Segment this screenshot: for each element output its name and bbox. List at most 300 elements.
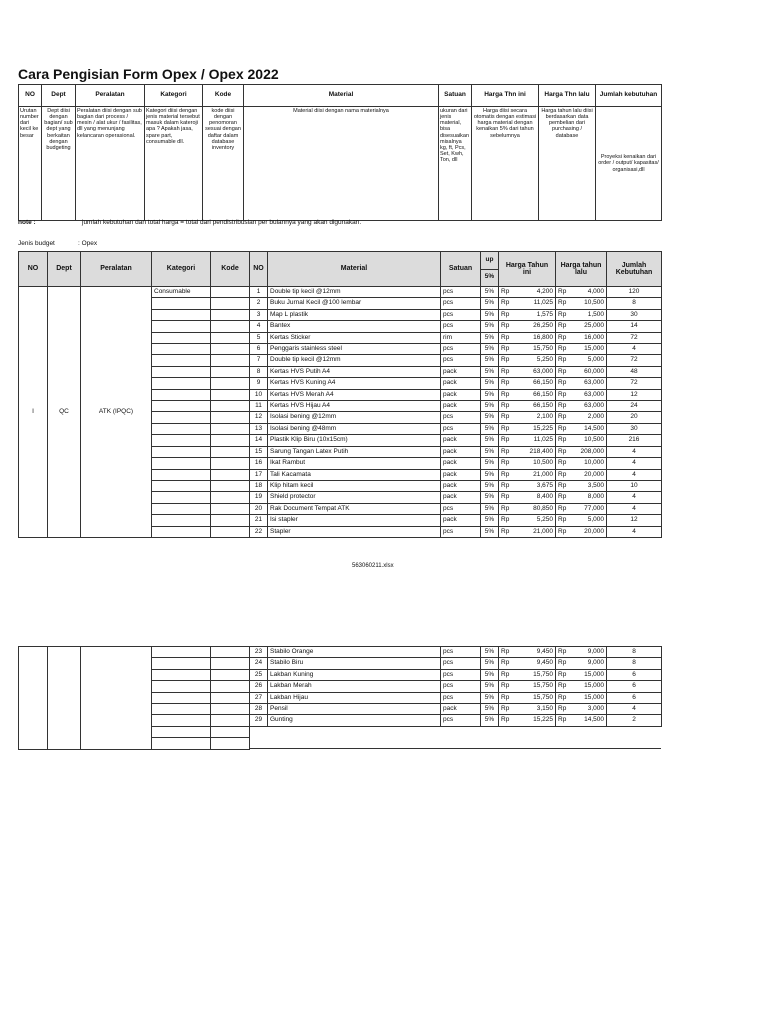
guide-header-cell: Harga Thn ini bbox=[472, 85, 539, 107]
material-name: Kertas HVS Hijau A4 bbox=[268, 401, 441, 412]
item-no: 16 bbox=[250, 458, 268, 469]
table-row bbox=[19, 647, 662, 658]
kode-cell bbox=[211, 401, 250, 412]
currency-label: Rp bbox=[501, 322, 510, 330]
up-cell: 5% bbox=[481, 366, 499, 377]
kode-cell bbox=[211, 658, 250, 669]
satuan-cell: pcs bbox=[441, 321, 481, 332]
item-no: 12 bbox=[250, 412, 268, 423]
currency-label: Rp bbox=[558, 322, 567, 330]
kode-cell bbox=[211, 469, 250, 480]
material-name: Plastik Klip Biru (10x15cm) bbox=[268, 435, 441, 446]
kode-cell bbox=[211, 726, 250, 737]
header-kategori: Kategori bbox=[152, 252, 211, 287]
item-no: 10 bbox=[250, 389, 268, 400]
kode-cell bbox=[211, 704, 250, 715]
group-dept bbox=[48, 647, 81, 750]
price-value: 77,000 bbox=[584, 504, 604, 512]
up-cell: 5% bbox=[481, 503, 499, 514]
harga-ini-cell bbox=[499, 692, 556, 703]
header-up-pct: 5% bbox=[481, 269, 499, 287]
satuan-cell: pack bbox=[441, 704, 481, 715]
guide-desc-no: Urutan number dari kecil ke besar bbox=[19, 107, 42, 221]
harga-lalu-cell bbox=[556, 503, 607, 514]
guide-desc-harga-ini: Harga diisi secara otomatis dengan estimasi harga material dengan kenaikan 5% dari tahun sebelumnya bbox=[472, 107, 539, 221]
currency-label: Rp bbox=[501, 356, 510, 364]
up-cell: 5% bbox=[481, 715, 499, 726]
budget-value: : Opex bbox=[78, 240, 98, 247]
price-value: 10,000 bbox=[584, 459, 604, 467]
page-title: Cara Pengisian Form Opex / Opex 2022 bbox=[18, 66, 279, 82]
harga-ini-cell bbox=[499, 389, 556, 400]
satuan-cell: pack bbox=[441, 401, 481, 412]
currency-label: Rp bbox=[558, 288, 567, 295]
table-row bbox=[19, 287, 662, 298]
kode-cell bbox=[211, 681, 250, 692]
price-value: 8,000 bbox=[587, 493, 604, 501]
satuan-cell: pack bbox=[441, 469, 481, 480]
currency-label: Rp bbox=[501, 424, 510, 432]
kode-cell bbox=[211, 492, 250, 503]
harga-ini-cell bbox=[499, 423, 556, 434]
harga-ini-cell bbox=[499, 321, 556, 332]
harga-ini-cell bbox=[499, 469, 556, 480]
price-value: 15,225 bbox=[533, 716, 553, 724]
jumlah-cell: 4 bbox=[607, 469, 662, 480]
currency-label: Rp bbox=[501, 705, 510, 713]
price-value: 8,400 bbox=[536, 493, 553, 501]
harga-lalu-cell bbox=[556, 401, 607, 412]
harga-lalu-cell bbox=[556, 458, 607, 469]
kategori-cell bbox=[152, 321, 211, 332]
item-no: 19 bbox=[250, 492, 268, 503]
harga-lalu-cell bbox=[556, 469, 607, 480]
up-cell: 5% bbox=[481, 332, 499, 343]
harga-lalu-cell bbox=[556, 526, 607, 537]
header-satuan: Satuan bbox=[441, 252, 481, 287]
harga-ini-cell bbox=[499, 658, 556, 669]
jumlah-cell: 216 bbox=[607, 435, 662, 446]
currency-label: Rp bbox=[501, 670, 510, 678]
harga-lalu-cell bbox=[556, 515, 607, 526]
item-no: 13 bbox=[250, 423, 268, 434]
currency-label: Rp bbox=[558, 527, 567, 535]
material-name: Pensil bbox=[268, 704, 441, 715]
kategori-cell bbox=[152, 366, 211, 377]
currency-label: Rp bbox=[558, 659, 567, 667]
guide-desc-peralatan: Peralatan diisi dengan sub bagian dari process / mesin / alat ukur / fasilitas, dll yang menunjang kelancaran operasional. bbox=[76, 107, 145, 221]
up-cell: 5% bbox=[481, 298, 499, 309]
harga-lalu-cell bbox=[556, 389, 607, 400]
harga-lalu-cell bbox=[556, 298, 607, 309]
harga-ini-cell bbox=[499, 355, 556, 366]
satuan-cell: pack bbox=[441, 366, 481, 377]
material-name: Kertas HVS Putih A4 bbox=[268, 366, 441, 377]
up-cell: 5% bbox=[481, 669, 499, 680]
note-text: jumlah kebutuhan dan total harga = total dari pendistribusian per bulannya yang akan digunakan. bbox=[82, 219, 362, 226]
jumlah-cell: 72 bbox=[607, 378, 662, 389]
satuan-cell: pcs bbox=[441, 344, 481, 355]
currency-label: Rp bbox=[501, 367, 510, 375]
kode-cell bbox=[211, 389, 250, 400]
harga-ini-cell bbox=[499, 287, 556, 298]
up-cell: 5% bbox=[481, 355, 499, 366]
material-name: Sarung Tangan Latex Putih bbox=[268, 446, 441, 457]
kategori-cell bbox=[152, 401, 211, 412]
price-value: 9,000 bbox=[587, 648, 604, 655]
price-value: 4,000 bbox=[587, 288, 604, 295]
item-no: 15 bbox=[250, 446, 268, 457]
price-value: 9,450 bbox=[536, 648, 553, 655]
note-label: note : bbox=[18, 219, 36, 226]
harga-ini-cell bbox=[499, 480, 556, 491]
jumlah-cell: 30 bbox=[607, 309, 662, 320]
jumlah-cell: 2 bbox=[607, 715, 662, 726]
currency-label: Rp bbox=[558, 367, 567, 375]
price-value: 15,000 bbox=[584, 682, 604, 690]
price-value: 2,000 bbox=[587, 413, 604, 421]
material-name: Gunting bbox=[268, 715, 441, 726]
price-value: 16,800 bbox=[533, 333, 553, 341]
harga-lalu-cell bbox=[556, 492, 607, 503]
currency-label: Rp bbox=[558, 504, 567, 512]
kategori-cell bbox=[152, 389, 211, 400]
jumlah-cell: 24 bbox=[607, 401, 662, 412]
harga-lalu-cell bbox=[556, 681, 607, 692]
currency-label: Rp bbox=[501, 436, 510, 444]
currency-label: Rp bbox=[501, 310, 510, 318]
kategori-cell bbox=[152, 726, 211, 737]
currency-label: Rp bbox=[558, 682, 567, 690]
price-value: 15,750 bbox=[533, 670, 553, 678]
material-name: Stapler bbox=[268, 526, 441, 537]
jumlah-cell: 48 bbox=[607, 366, 662, 377]
kode-cell bbox=[211, 503, 250, 514]
guide-header-cell: Jumlah kebutuhan bbox=[596, 85, 662, 107]
item-no: 18 bbox=[250, 480, 268, 491]
harga-lalu-cell bbox=[556, 287, 607, 298]
up-cell: 5% bbox=[481, 389, 499, 400]
item-no: 14 bbox=[250, 435, 268, 446]
satuan-cell: pack bbox=[441, 515, 481, 526]
up-cell: 5% bbox=[481, 492, 499, 503]
satuan-cell: pack bbox=[441, 446, 481, 457]
jumlah-cell: 4 bbox=[607, 704, 662, 715]
opex-body bbox=[19, 287, 662, 538]
group-no bbox=[19, 647, 48, 750]
price-value: 11,025 bbox=[533, 436, 553, 444]
item-no: 24 bbox=[250, 658, 268, 669]
kode-cell bbox=[211, 287, 250, 298]
currency-label: Rp bbox=[501, 299, 510, 307]
harga-lalu-cell bbox=[556, 344, 607, 355]
guide-header-cell: Material bbox=[244, 85, 439, 107]
price-value: 15,000 bbox=[584, 693, 604, 701]
material-name: Rak Document Tempat ATK bbox=[268, 503, 441, 514]
jumlah-cell: 12 bbox=[607, 389, 662, 400]
price-value: 66,150 bbox=[533, 379, 553, 387]
satuan-cell: pcs bbox=[441, 309, 481, 320]
up-cell: 5% bbox=[481, 692, 499, 703]
jumlah-cell: 6 bbox=[607, 681, 662, 692]
satuan-cell: pcs bbox=[441, 298, 481, 309]
up-cell: 5% bbox=[481, 480, 499, 491]
price-value: 3,500 bbox=[587, 481, 604, 489]
up-cell: 5% bbox=[481, 446, 499, 457]
harga-lalu-cell bbox=[556, 355, 607, 366]
price-value: 66,150 bbox=[533, 390, 553, 398]
price-value: 3,000 bbox=[587, 705, 604, 713]
harga-lalu-cell bbox=[556, 692, 607, 703]
currency-label: Rp bbox=[558, 705, 567, 713]
currency-label: Rp bbox=[558, 670, 567, 678]
harga-ini-cell bbox=[499, 704, 556, 715]
item-no: 6 bbox=[250, 344, 268, 355]
header-peralatan: Peralatan bbox=[81, 252, 152, 287]
currency-label: Rp bbox=[501, 390, 510, 398]
price-value: 14,500 bbox=[584, 424, 604, 432]
price-value: 10,500 bbox=[533, 459, 553, 467]
satuan-cell: pcs bbox=[441, 412, 481, 423]
guide-header-cell: Satuan bbox=[439, 85, 472, 107]
up-cell: 5% bbox=[481, 309, 499, 320]
price-value: 2,100 bbox=[536, 413, 553, 421]
kategori-cell bbox=[152, 715, 211, 726]
guide-description-row bbox=[19, 107, 662, 221]
harga-ini-cell bbox=[499, 503, 556, 514]
jumlah-cell: 6 bbox=[607, 669, 662, 680]
kode-cell bbox=[211, 298, 250, 309]
item-no: 17 bbox=[250, 469, 268, 480]
item-no: 4 bbox=[250, 321, 268, 332]
jumlah-cell: 6 bbox=[607, 692, 662, 703]
group-no: I bbox=[19, 287, 48, 538]
kategori-cell bbox=[152, 412, 211, 423]
currency-label: Rp bbox=[501, 470, 510, 478]
satuan-cell: pack bbox=[441, 458, 481, 469]
material-name: Ikat Rambut bbox=[268, 458, 441, 469]
up-cell: 5% bbox=[481, 287, 499, 298]
item-no: 28 bbox=[250, 704, 268, 715]
price-value: 5,250 bbox=[536, 516, 553, 524]
material-name: Bantex bbox=[268, 321, 441, 332]
currency-label: Rp bbox=[501, 516, 510, 524]
item-no: 20 bbox=[250, 503, 268, 514]
currency-label: Rp bbox=[501, 682, 510, 690]
price-value: 14,500 bbox=[584, 716, 604, 724]
kategori-cell bbox=[152, 658, 211, 669]
material-name: Stabilo Orange bbox=[268, 647, 441, 658]
item-no: 27 bbox=[250, 692, 268, 703]
currency-label: Rp bbox=[501, 504, 510, 512]
price-value: 15,225 bbox=[533, 424, 553, 432]
currency-label: Rp bbox=[501, 402, 510, 410]
item-no: 11 bbox=[250, 401, 268, 412]
header-dept: Dept bbox=[48, 252, 81, 287]
group-peralatan bbox=[81, 647, 152, 750]
up-cell: 5% bbox=[481, 435, 499, 446]
table-end-line bbox=[250, 748, 661, 749]
price-value: 10,500 bbox=[584, 436, 604, 444]
currency-label: Rp bbox=[558, 493, 567, 501]
price-value: 1,500 bbox=[587, 310, 604, 318]
price-value: 80,850 bbox=[533, 504, 553, 512]
budget-label: Jenis budget bbox=[18, 240, 55, 247]
satuan-cell: rim bbox=[441, 332, 481, 343]
material-name: Kertas HVS Merah A4 bbox=[268, 389, 441, 400]
guide-header-cell: Dept bbox=[42, 85, 76, 107]
jumlah-cell: 4 bbox=[607, 344, 662, 355]
guide-desc-harga-lalu: Harga tahun lalu diisi berdasarkan data pembelian dari purchasing / database bbox=[539, 107, 596, 221]
satuan-cell: pack bbox=[441, 480, 481, 491]
kode-cell bbox=[211, 669, 250, 680]
price-value: 9,450 bbox=[536, 659, 553, 667]
kategori-cell bbox=[152, 526, 211, 537]
opex-table bbox=[18, 251, 662, 538]
price-value: 63,000 bbox=[533, 367, 553, 375]
harga-ini-cell bbox=[499, 647, 556, 658]
currency-label: Rp bbox=[558, 345, 567, 353]
currency-label: Rp bbox=[501, 493, 510, 501]
currency-label: Rp bbox=[501, 716, 510, 724]
harga-ini-cell bbox=[499, 715, 556, 726]
satuan-cell: pack bbox=[441, 492, 481, 503]
jumlah-cell: 4 bbox=[607, 492, 662, 503]
up-cell: 5% bbox=[481, 647, 499, 658]
guide-header-cell: NO bbox=[19, 85, 42, 107]
up-cell: 5% bbox=[481, 378, 499, 389]
currency-label: Rp bbox=[501, 459, 510, 467]
price-value: 15,750 bbox=[533, 345, 553, 353]
material-name: Kertas Sticker bbox=[268, 332, 441, 343]
satuan-cell: pcs bbox=[441, 692, 481, 703]
price-value: 208,000 bbox=[580, 447, 604, 455]
harga-ini-cell bbox=[499, 344, 556, 355]
material-name: Isolasi bening @48mm bbox=[268, 423, 441, 434]
up-cell: 5% bbox=[481, 401, 499, 412]
currency-label: Rp bbox=[558, 648, 567, 655]
harga-lalu-cell bbox=[556, 435, 607, 446]
material-name: Lakban Hijau bbox=[268, 692, 441, 703]
harga-lalu-cell bbox=[556, 412, 607, 423]
item-no: 29 bbox=[250, 715, 268, 726]
item-no: 26 bbox=[250, 681, 268, 692]
currency-label: Rp bbox=[501, 333, 510, 341]
jumlah-cell: 20 bbox=[607, 412, 662, 423]
price-value: 21,000 bbox=[533, 470, 553, 478]
satuan-cell: pack bbox=[441, 389, 481, 400]
kode-cell bbox=[211, 526, 250, 537]
item-no: 8 bbox=[250, 366, 268, 377]
harga-ini-cell bbox=[499, 298, 556, 309]
price-value: 26,250 bbox=[533, 322, 553, 330]
guide-table bbox=[18, 84, 662, 221]
kategori-cell bbox=[152, 446, 211, 457]
harga-ini-cell bbox=[499, 515, 556, 526]
jumlah-cell: 8 bbox=[607, 647, 662, 658]
price-value: 3,150 bbox=[536, 705, 553, 713]
kategori-cell: Consumable bbox=[152, 287, 211, 298]
harga-ini-cell bbox=[499, 401, 556, 412]
price-value: 60,000 bbox=[584, 367, 604, 375]
kategori-cell bbox=[152, 692, 211, 703]
header-harga-lalu: Harga tahun lalu bbox=[556, 252, 607, 287]
price-value: 15,750 bbox=[533, 682, 553, 690]
kode-cell bbox=[211, 412, 250, 423]
currency-label: Rp bbox=[558, 333, 567, 341]
kategori-cell bbox=[152, 469, 211, 480]
currency-label: Rp bbox=[558, 402, 567, 410]
up-cell: 5% bbox=[481, 704, 499, 715]
item-no: 22 bbox=[250, 526, 268, 537]
kategori-cell bbox=[152, 458, 211, 469]
harga-lalu-cell bbox=[556, 309, 607, 320]
currency-label: Rp bbox=[558, 481, 567, 489]
harga-lalu-cell bbox=[556, 446, 607, 457]
kategori-cell bbox=[152, 355, 211, 366]
price-value: 15,000 bbox=[584, 345, 604, 353]
harga-ini-cell bbox=[499, 309, 556, 320]
jumlah-cell: 4 bbox=[607, 446, 662, 457]
price-value: 25,000 bbox=[584, 322, 604, 330]
price-value: 63,000 bbox=[584, 379, 604, 387]
jumlah-cell: 8 bbox=[607, 658, 662, 669]
kategori-cell bbox=[152, 309, 211, 320]
up-cell: 5% bbox=[481, 681, 499, 692]
guide-desc-kode: kode diisi dengan penomoran sesuai dengan daftar dalam database inventory bbox=[203, 107, 244, 221]
kategori-cell bbox=[152, 738, 211, 749]
guide-header-cell: Kategori bbox=[145, 85, 203, 107]
kode-cell bbox=[211, 458, 250, 469]
jumlah-cell: 10 bbox=[607, 480, 662, 491]
item-no: 3 bbox=[250, 309, 268, 320]
currency-label: Rp bbox=[501, 413, 510, 421]
harga-ini-cell bbox=[499, 526, 556, 537]
satuan-cell: pack bbox=[441, 378, 481, 389]
kode-cell bbox=[211, 378, 250, 389]
guide-header-row bbox=[19, 85, 662, 107]
material-name: Stabilo Biru bbox=[268, 658, 441, 669]
price-value: 4,200 bbox=[536, 288, 553, 295]
header-up: up bbox=[481, 252, 499, 270]
price-value: 5,000 bbox=[587, 356, 604, 364]
currency-label: Rp bbox=[558, 436, 567, 444]
price-value: 1,575 bbox=[536, 310, 553, 318]
jumlah-cell: 4 bbox=[607, 526, 662, 537]
up-cell: 5% bbox=[481, 423, 499, 434]
satuan-cell: pcs bbox=[441, 287, 481, 298]
kategori-cell bbox=[152, 669, 211, 680]
header-kode: Kode bbox=[211, 252, 250, 287]
kode-cell bbox=[211, 366, 250, 377]
guide-desc-dept: Dept diisi dengan bagian/ sub dept yang berkaitan dengan budgeting bbox=[42, 107, 76, 221]
harga-lalu-cell bbox=[556, 366, 607, 377]
jumlah-cell: 4 bbox=[607, 503, 662, 514]
opex-continuation-body bbox=[19, 647, 662, 750]
kode-cell bbox=[211, 355, 250, 366]
item-no: 25 bbox=[250, 669, 268, 680]
material-name: Double tip kecil @12mm bbox=[268, 355, 441, 366]
satuan-cell: pcs bbox=[441, 647, 481, 658]
price-value: 63,000 bbox=[584, 390, 604, 398]
material-name: Klip hitam kecil bbox=[268, 480, 441, 491]
kategori-cell bbox=[152, 480, 211, 491]
kode-cell bbox=[211, 692, 250, 703]
currency-label: Rp bbox=[558, 299, 567, 307]
harga-lalu-cell bbox=[556, 332, 607, 343]
group-dept: QC bbox=[48, 287, 81, 538]
jumlah-cell: 4 bbox=[607, 458, 662, 469]
